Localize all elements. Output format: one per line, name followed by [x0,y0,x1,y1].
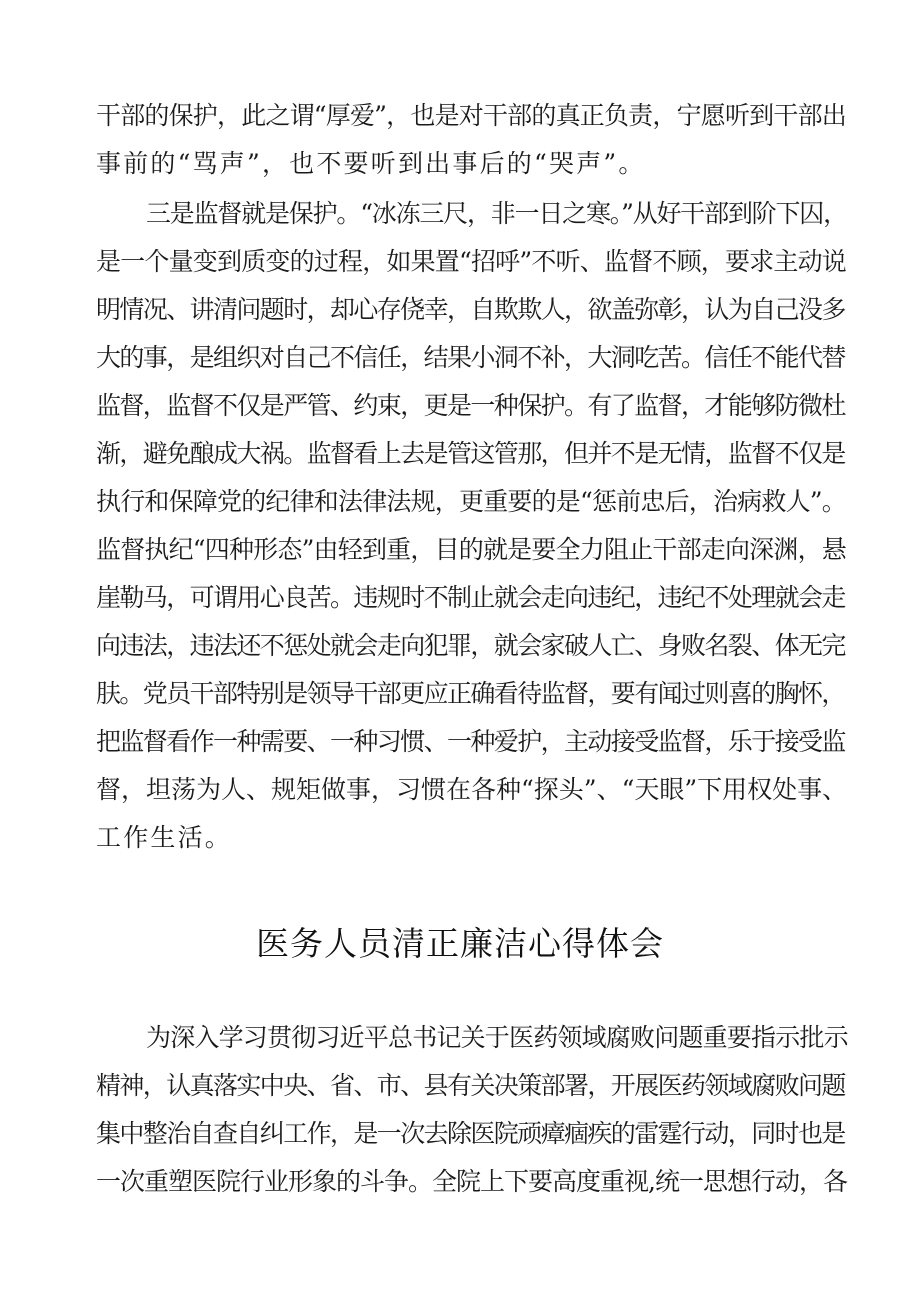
paragraph-line: 监督执纪“四种形态”由轻到重，目的就是要全力阻止干部走向深渊，悬 [96,535,846,564]
paragraph-line: 肤。党员干部特别是领导干部更应正确看待监督，要有闻过则喜的胸怀， [96,679,845,708]
paragraph-line: 一次重塑医院行业形象的斗争。全院上下要高度重视,统一思想行动，各 [96,1167,847,1196]
article-heading: 医务人员清正廉洁心得体会 [256,924,664,963]
paragraph-line: 工作生活。 [96,823,233,852]
paragraph-line: 集中整治自查自纠工作，是一次去除医院顽瘴痼疾的雷霆行动，同时也是 [96,1119,845,1148]
paragraph-line: 把监督看作一种需要、一种习惯、一种爱护，主动接受监督，乐于接受监 [96,727,845,756]
paragraph-line: 崖勒马，可谓用心良苦。违规时不制止就会走向违纪，违纪不处理就会走 [96,583,845,612]
paragraph-line: 事前的“骂声”，也不要听到出事后的“哭声”。 [96,149,646,178]
paragraph-line: 大的事，是组织对自己不信任，结果小洞不补，大洞吃苦。信任不能代替 [96,343,845,372]
paragraph-line: 监督，监督不仅是严管、约束，更是一种保护。有了监督，才能够防微杜 [96,391,845,420]
paragraph-line: 干部的保护，此之谓“厚爱”，也是对干部的真正负责，宁愿听到干部出 [96,101,846,130]
paragraph-line: 精神，认真落实中央、省、市、县有关决策部署，开展医药领域腐败问题 [96,1071,845,1100]
paragraph-line: 明情况、讲清问题时，却心存侥幸，自欺欺人，欲盖弥彰，认为自己没多 [96,295,845,324]
paragraph-line: 执行和保障党的纪律和法律法规，更重要的是“惩前忠后，治病救人”。 [96,487,846,516]
paragraph-line: 向违法，违法还不惩处就会走向犯罪，就会家破人亡、身败名裂、体无完 [96,631,845,660]
paragraph-line: 督，坦荡为人、规矩做事，习惯在各种“探头”、“天眼”下用权处事、 [96,775,848,804]
paragraph-line: 是一个量变到质变的过程，如果置“招呼”不听、监督不顾，要求主动说 [96,247,846,276]
paragraph-line: 渐，避免酿成大祸。监督看上去是管这管那，但并不是无情，监督不仅是 [96,439,845,468]
paragraph-line: 三是监督就是保护。“冰冻三尺，非一日之寒。”从好干部到阶下囚， [146,199,847,228]
paragraph-line: 为深入学习贯彻习近平总书记关于医药领域腐败问题重要指示批示 [146,1023,848,1052]
